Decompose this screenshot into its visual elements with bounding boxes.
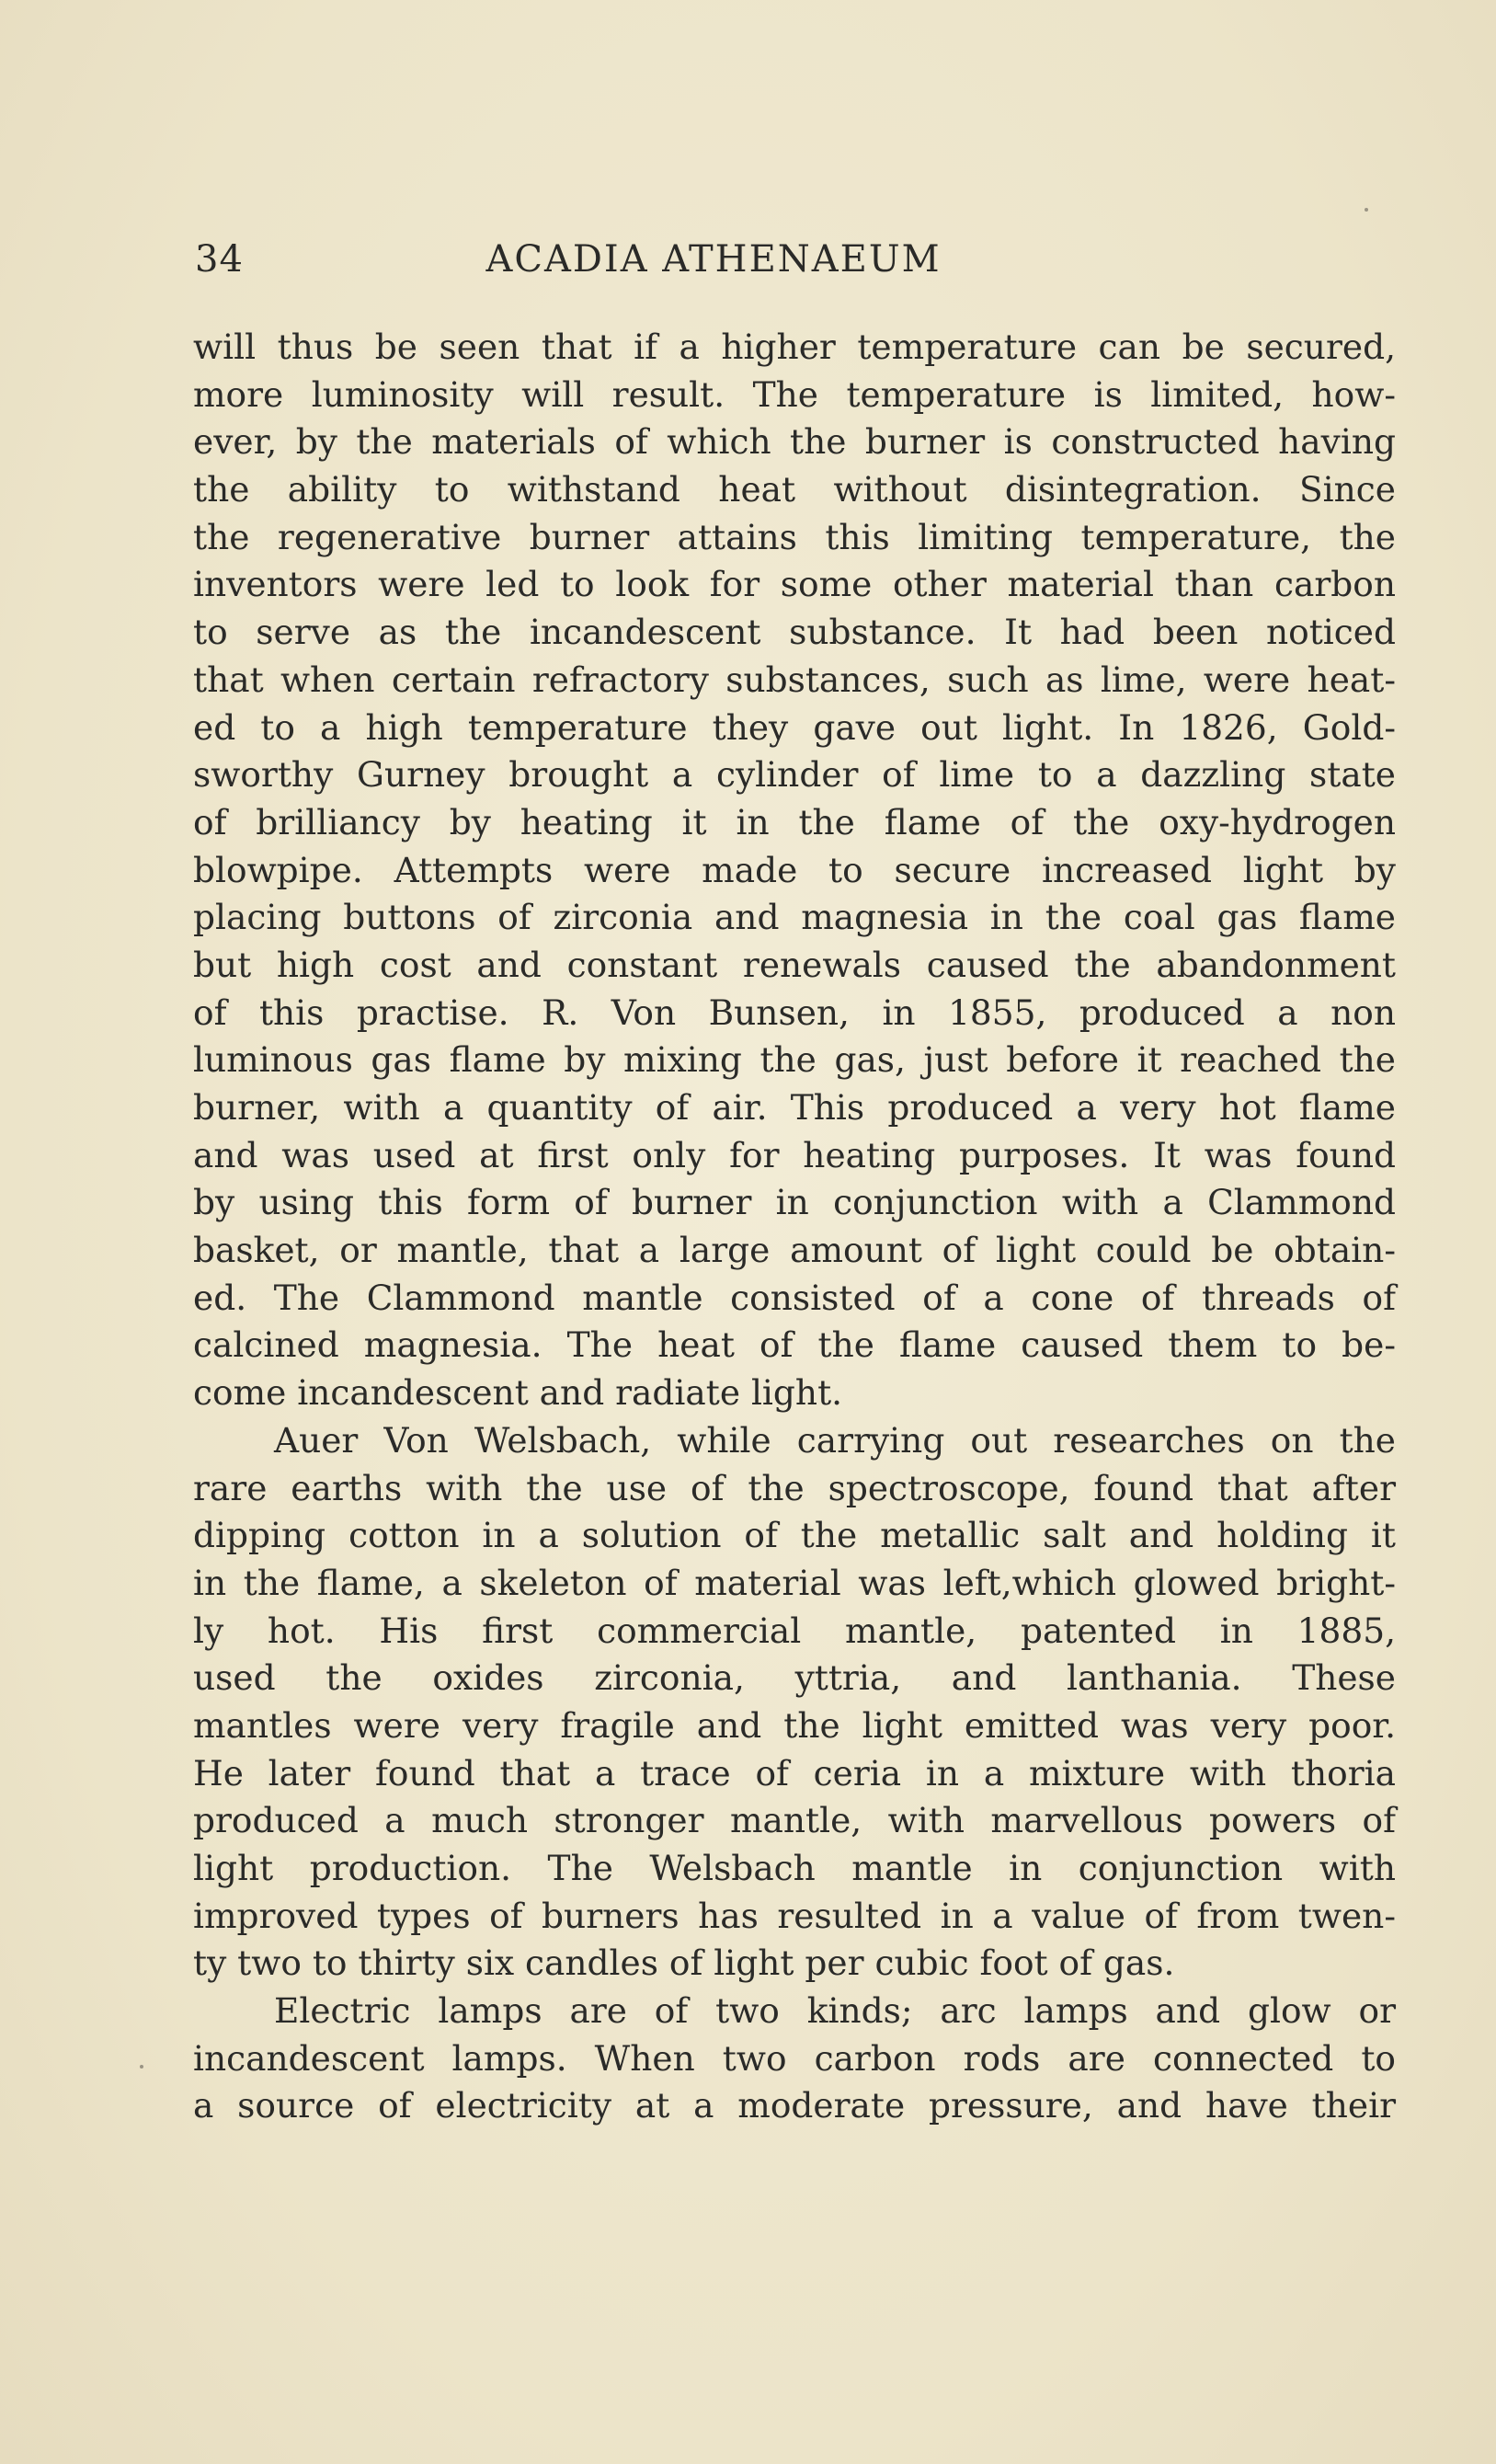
- paragraph: [193, 1417, 1396, 1988]
- text-line: ed to a high temperature they gave out light. In 1826, Gold-: [193, 706, 1396, 748]
- paragraph: [193, 324, 1396, 1417]
- text-line: ed. The Clammond mantle consisted of a cone of threads of: [193, 1277, 1396, 1318]
- text-line: calcined magnesia. The heat of the flame caused them to be-: [193, 1324, 1396, 1366]
- text-line: dipping cotton in a solution of the metallic salt and holding it: [193, 1515, 1396, 1556]
- text-line: but high cost and constant renewals caused the abandonment: [193, 944, 1396, 985]
- text-line: more luminosity will result. The temperature is limited, how-: [193, 373, 1396, 415]
- text-line: Auer Von Welsbach, while carrying out researches on the: [274, 1419, 1396, 1461]
- text-line: incandescent lamps. When two carbon rods are connected to: [193, 2037, 1396, 2079]
- text-line: He later found that a trace of ceria in a mixture with thoria: [193, 1752, 1396, 1794]
- journal-title: ACADIA ATHENAEUM: [485, 238, 942, 281]
- text-line: and was used at first only for heating purposes. It was found: [193, 1134, 1396, 1175]
- text-line: luminous gas flame by mixing the gas, just before it reached the: [193, 1039, 1396, 1081]
- text-line: the regenerative burner attains this limiting temperature, the: [193, 516, 1396, 557]
- text-line: improved types of burners has resulted in a value of from twen-: [193, 1895, 1396, 1936]
- text-line: come incandescent and radiate light.: [193, 1372, 843, 1414]
- text-line: to serve as the incandescent substance. It had been noticed: [193, 612, 1396, 653]
- text-line: produced a much stronger mantle, with marvellous powers of: [193, 1800, 1396, 1841]
- paragraph-container: [193, 324, 1396, 2130]
- text-line: a source of electricity at a moderate pressure, and have their: [193, 2085, 1396, 2126]
- text-line: used the oxides zirconia, yttria, and lanthania. These: [193, 1657, 1396, 1699]
- text-line: Electric lamps are of two kinds; arc lamps and glow or: [274, 1990, 1396, 2032]
- body-text: [193, 324, 1396, 2130]
- text-line: burner, with a quantity of air. This produced a very hot flame: [193, 1087, 1396, 1128]
- text-line: inventors were led to look for some other material than carbon: [193, 564, 1396, 605]
- text-line: the ability to withstand heat without disintegration. Since: [193, 469, 1396, 510]
- text-line: sworthy Gurney brought a cylinder of lime to a dazzling state: [193, 754, 1396, 796]
- text-line: of this practise. R. Von Bunsen, in 1855, produced a non: [193, 991, 1396, 1033]
- text-line: ty two to thirty six candles of light per cubic foot of gas.: [193, 1943, 1175, 1984]
- text-line: ever, by the materials of which the burner is constructed having: [193, 421, 1396, 463]
- text-line: mantles were very fragile and the light emitted was very poor.: [193, 1704, 1396, 1746]
- text-line: that when certain refractory substances, such as lime, were heat-: [193, 659, 1396, 700]
- text-line: rare earths with the use of the spectroscope, found that after: [193, 1467, 1396, 1508]
- text-line: blowpipe. Attempts were made to secure increased light by: [193, 849, 1396, 890]
- text-line: basket, or mantle, that a large amount of light could be obtain-: [193, 1230, 1396, 1271]
- text-line: by using this form of burner in conjunction with a Clammond: [193, 1182, 1396, 1223]
- page-speck: [1365, 208, 1368, 212]
- text-line: will thus be seen that if a higher temperature can be secured,: [193, 327, 1396, 367]
- page-number: 34: [195, 238, 244, 281]
- text-line: light production. The Welsbach mantle in conjunction with: [193, 1848, 1396, 1888]
- text-line: in the flame, a skeleton of material was left,which glowed bright-: [193, 1562, 1396, 1603]
- running-head: [193, 232, 1390, 287]
- paragraph: [193, 1988, 1396, 2130]
- page-speck: [140, 2065, 143, 2069]
- text-line: ly hot. His first commercial mantle, patented in 1885,: [193, 1610, 1396, 1651]
- text-line: of brilliancy by heating it in the flame of the oxy-hydrogen: [193, 801, 1396, 842]
- text-line: placing buttons of zirconia and magnesia in the coal gas flame: [193, 897, 1396, 938]
